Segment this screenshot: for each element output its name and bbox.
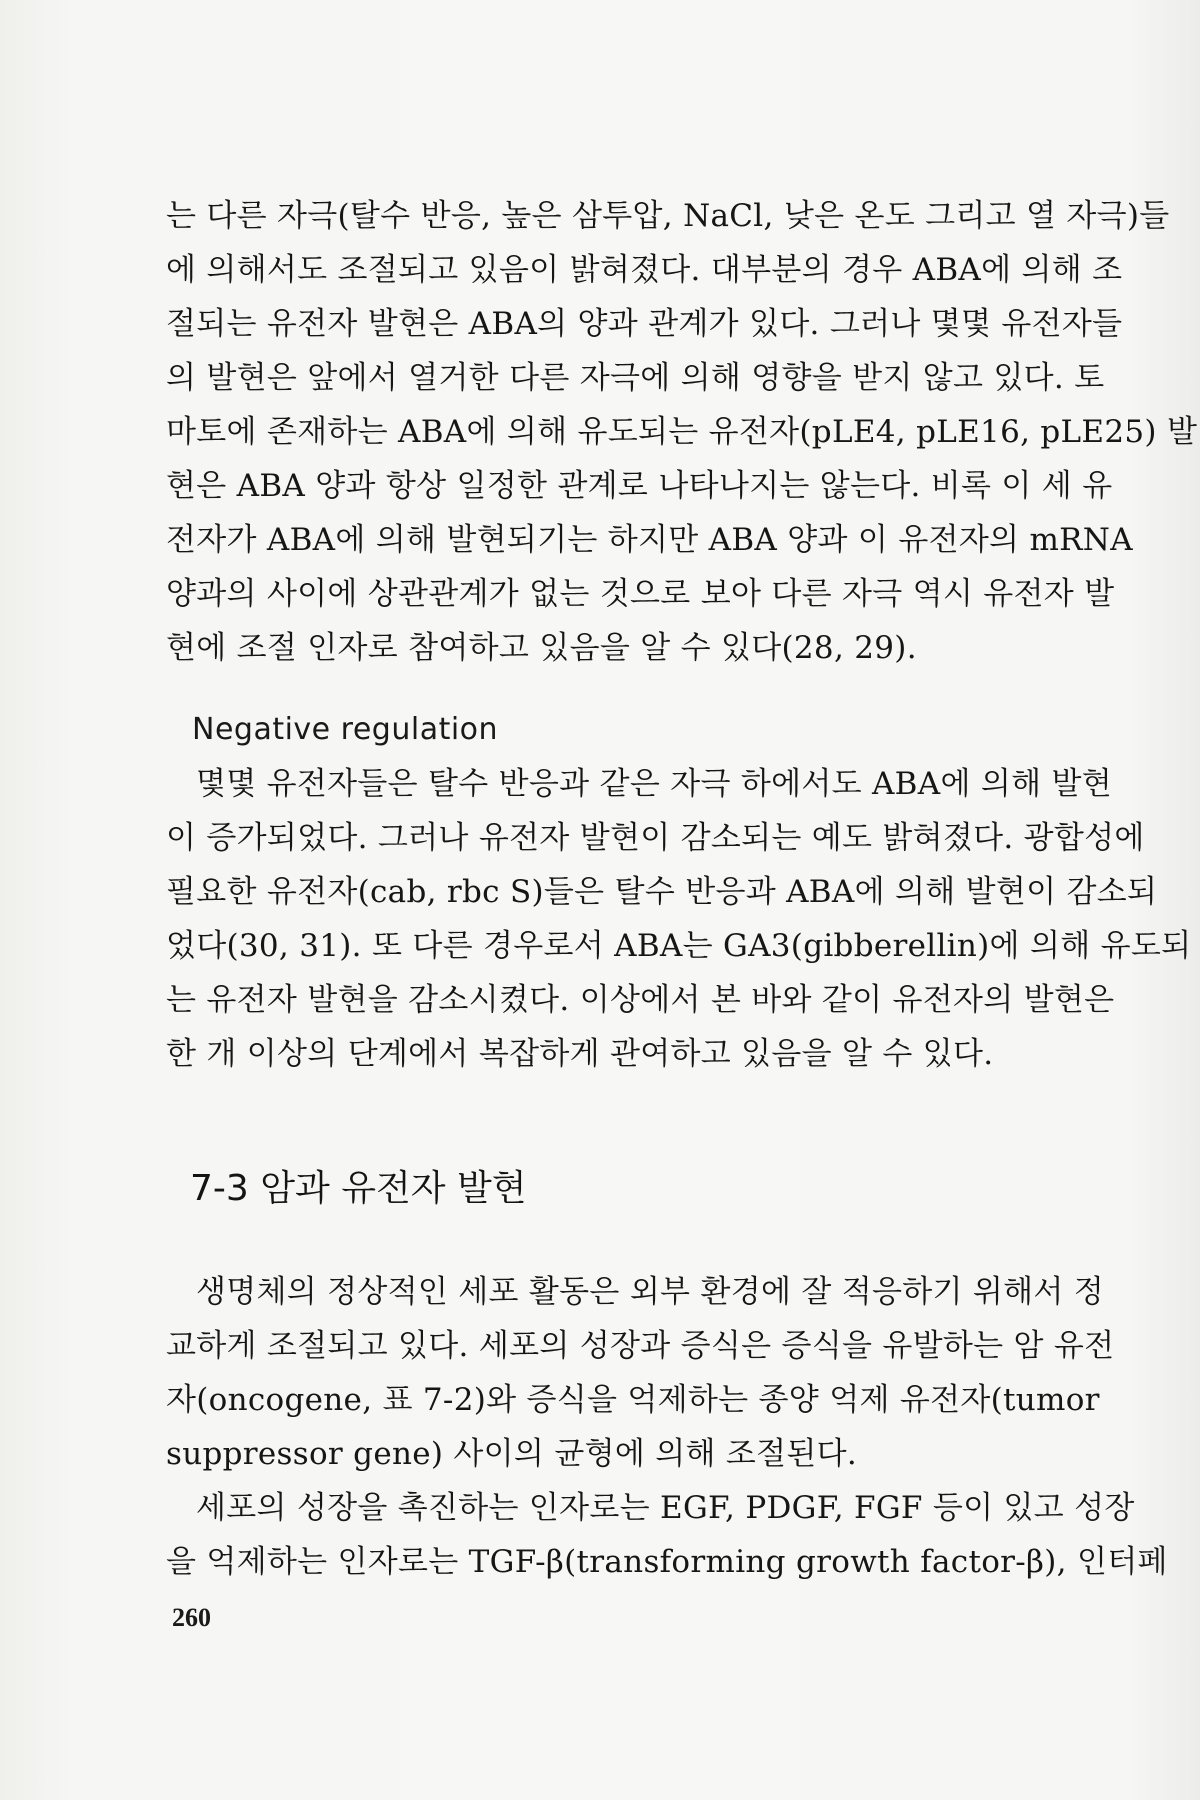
- paragraph-line: 몇몇 유전자들은 탈수 반응과 같은 자극 하에서도 ABA에 의해 발현: [196, 766, 1112, 802]
- paragraph-line: 교하게 조절되고 있다. 세포의 성장과 증식은 증식을 유발하는 암 유전: [166, 1328, 1115, 1364]
- paragraph-line: 의 발현은 앞에서 열거한 다른 자극에 의해 영향을 받지 않고 있다. 토: [166, 360, 1105, 396]
- paragraph-line: 세포의 성장을 촉진하는 인자로는 EGF, PDGF, FGF 등이 있고 성장: [196, 1490, 1135, 1526]
- section-title: 7-3 암과 유전자 발현: [190, 1168, 527, 1209]
- paragraph-line: 자(oncogene, 표 7-2)와 증식을 억제하는 종양 억제 유전자(tumor: [166, 1382, 1100, 1418]
- paragraph-line: 양과의 사이에 상관관계가 없는 것으로 보아 다른 자극 역시 유전자 발: [166, 576, 1115, 612]
- subheading-negative-regulation: Negative regulation: [192, 712, 499, 747]
- paragraph-line: 현은 ABA 양과 항상 일정한 관계로 나타나지는 않는다. 비록 이 세 유: [166, 468, 1113, 504]
- paragraph-line: 절되는 유전자 발현은 ABA의 양과 관계가 있다. 그러나 몇몇 유전자들: [166, 306, 1123, 342]
- paragraph-line: 을 억제하는 인자로는 TGF-β(transforming growth factor-β), 인터페: [166, 1544, 1168, 1580]
- paragraph-line: 에 의해서도 조절되고 있음이 밝혀졌다. 대부분의 경우 ABA에 의해 조: [166, 252, 1123, 288]
- paragraph-line: 현에 조절 인자로 참여하고 있음을 알 수 있다(28, 29).: [166, 630, 917, 666]
- paragraph-line: 생명체의 정상적인 세포 활동은 외부 환경에 잘 적응하기 위해서 정: [196, 1274, 1105, 1310]
- paragraph-line: 한 개 이상의 단계에서 복잡하게 관여하고 있음을 알 수 있다.: [166, 1036, 994, 1072]
- paragraph-line: 필요한 유전자(cab, rbc S)들은 탈수 반응과 ABA에 의해 발현이 감소되: [166, 874, 1158, 910]
- paragraph-line: 전자가 ABA에 의해 발현되기는 하지만 ABA 양과 이 유전자의 mRNA: [166, 522, 1133, 558]
- paragraph-line: 이 증가되었다. 그러나 유전자 발현이 감소되는 예도 밝혀졌다. 광합성에: [166, 820, 1145, 856]
- paragraph-line: 는 다른 자극(탈수 반응, 높은 삼투압, NaCl, 낮은 온도 그리고 열 자극)들: [166, 198, 1170, 234]
- paragraph-line: 는 유전자 발현을 감소시켰다. 이상에서 본 바와 같이 유전자의 발현은: [166, 982, 1115, 1018]
- paragraph-line: suppressor gene) 사이의 균형에 의해 조절된다.: [166, 1436, 857, 1472]
- paragraph-line: 었다(30, 31). 또 다른 경우로서 ABA는 GA3(gibberellin)에 의해 유도되: [166, 928, 1192, 964]
- page-number: 260: [172, 1603, 211, 1632]
- paragraph-line: 마토에 존재하는 ABA에 의해 유도되는 유전자(pLE4, pLE16, pLE25) 발: [166, 414, 1198, 450]
